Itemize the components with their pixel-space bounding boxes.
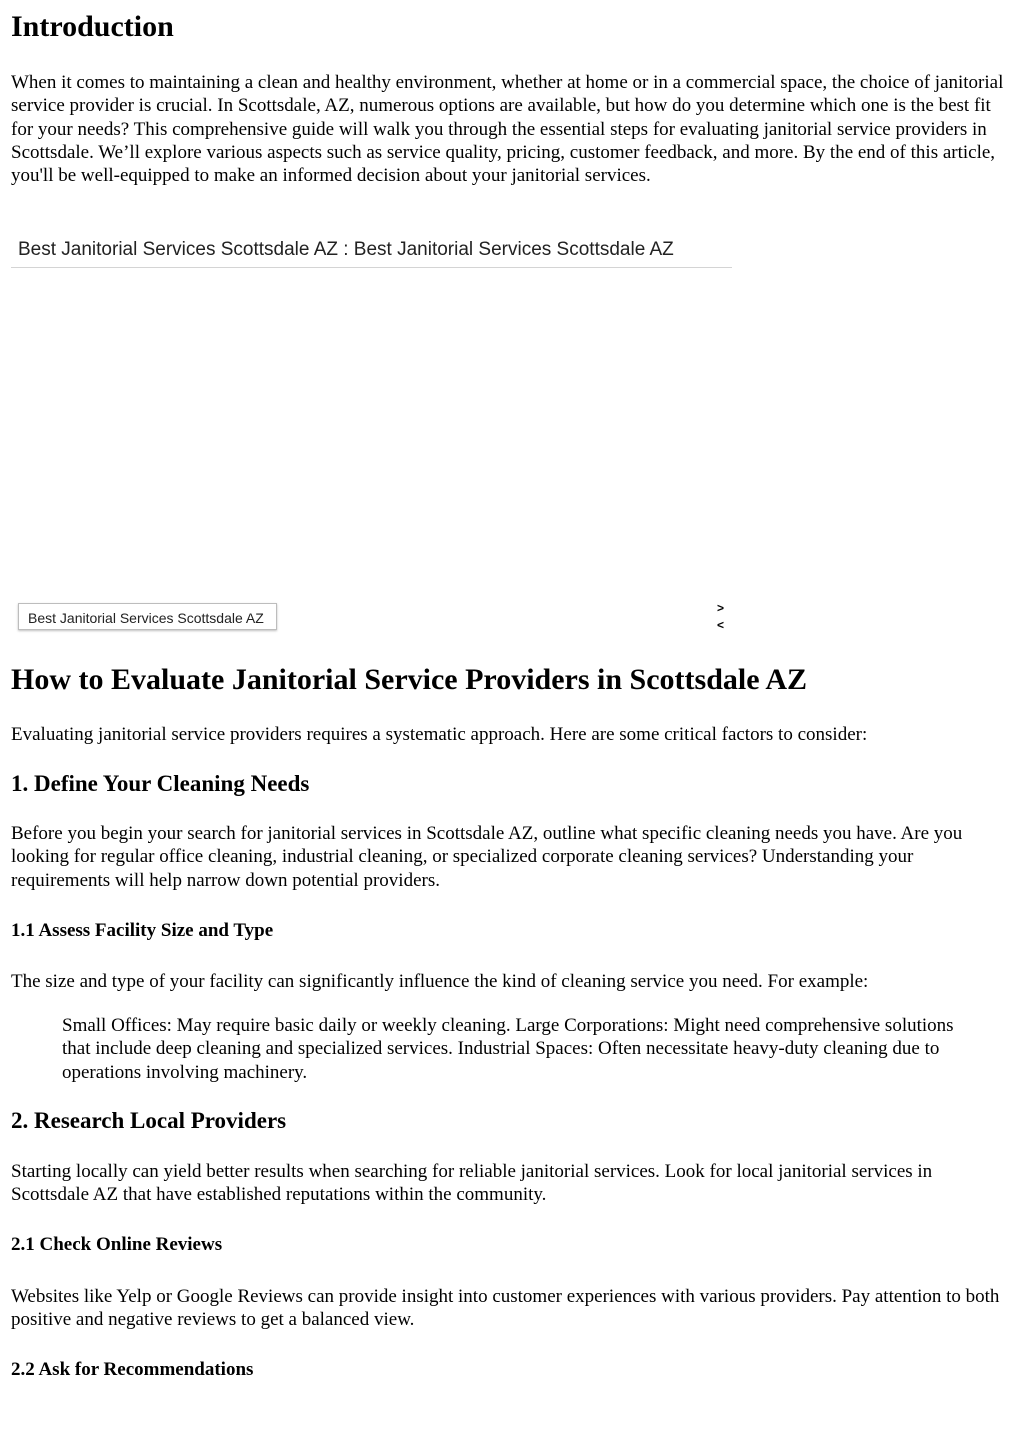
section2-paragraph: Starting locally can yield better results when searching for reliable janitorial services. Look for local janitorial services in Scottsdale AZ that have established reputations within the community. bbox=[11, 1161, 933, 1206]
section2-1-heading: 2.1 Check Online Reviews bbox=[11, 1234, 223, 1255]
map-embed-title[interactable]: Best Janitorial Services Scottsdale AZ : Best Janitorial Services Scottsdale AZ bbox=[18, 239, 674, 260]
section2-2-heading: 2.2 Ask for Recommendations bbox=[11, 1359, 254, 1380]
section1-paragraph: Before you begin your search for janitorial services in Scottsdale AZ, outline what specific cleaning needs you have. Are you looking for regular office cleaning, industrial cleaning, or specialized corporate cleaning services? Understanding your requirements will help narrow down potential providers. bbox=[11, 823, 963, 891]
facility-examples-quote: Small Offices: May require basic daily or weekly cleaning. Large Corporations: Might need comprehensive solutions that include deep cleaning and specialized services. Industrial Spaces: Often necessitate heavy-duty cleaning due to operations involving machinery. bbox=[62, 1015, 954, 1083]
map-place-button[interactable]: Best Janitorial Services Scottsdale AZ bbox=[18, 603, 277, 630]
section1-1-paragraph: The size and type of your facility can significantly influence the kind of cleaning service you need. For example: bbox=[11, 971, 869, 992]
intro-paragraph: When it comes to maintaining a clean and healthy environment, whether at home or in a commercial space, the choice of janitorial service provider is crucial. In Scottsdale, AZ, numerous options are available, but how do you determine which one is the best fit for your needs? This comprehensive guide will walk you through the essential steps for evaluating janitorial service providers in Scottsdale. We’ll explore various aspects such as service quality, pricing, customer feedback, and more. By the end of this article, you'll be well-equipped to make an informed decision about your janitorial services. bbox=[11, 72, 1004, 187]
section2-heading: 2. Research Local Providers bbox=[11, 1108, 287, 1133]
section2-1-paragraph: Websites like Yelp or Google Reviews can provide insight into customer experiences with various providers. Pay attention to both positive and negative reviews to get a balanced view. bbox=[11, 1286, 1000, 1331]
prev-arrow-icon[interactable]: < bbox=[717, 618, 725, 632]
next-arrow-icon[interactable]: > bbox=[717, 601, 725, 615]
evaluate-heading: How to Evaluate Janitorial Service Providers in Scottsdale AZ bbox=[11, 663, 808, 696]
intro-heading: Introduction bbox=[11, 10, 174, 43]
map-embed-area[interactable] bbox=[11, 268, 732, 633]
evaluate-paragraph: Evaluating janitorial service providers requires a systematic approach. Here are some critical factors to consider: bbox=[11, 724, 868, 745]
section1-heading: 1. Define Your Cleaning Needs bbox=[11, 771, 310, 796]
section1-1-heading: 1.1 Assess Facility Size and Type bbox=[11, 920, 274, 941]
